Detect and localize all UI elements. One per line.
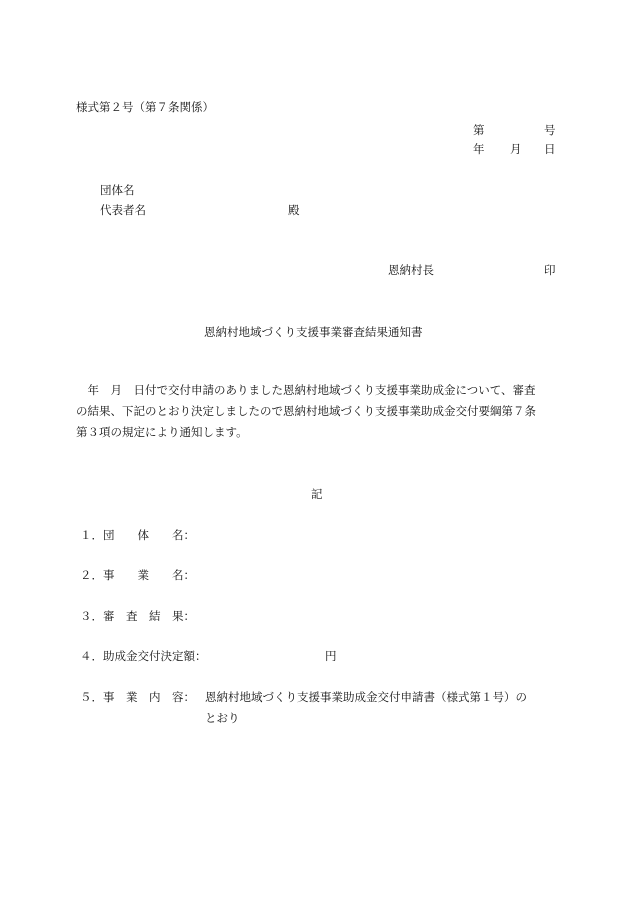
item-label-amount: ４．助成金交付決定額： [80,649,207,663]
recipient-rep-label: 代表者名 [100,203,146,217]
form-label: 様式第２号（第７条関係） [76,100,214,114]
doc-number-suffix: 号 [544,123,556,137]
body-line: の結果、下記のとおり決定しましたので恩納村地域づくり支援事業助成金交付要綱第７条 [76,404,536,418]
date-day: 日 [544,142,556,156]
body-paragraph [76,380,558,443]
item-label-result: ３．審 査 結 果： [80,609,195,623]
date-month: 月 [510,142,522,156]
ki-heading: 記 [311,487,323,501]
date-year: 年 [473,142,485,156]
item-value-content: 恩納村地域づくり支援事業助成金交付申請書（様式第１号）の [205,690,527,704]
item-label-content: ５．事 業 内 容： [80,690,195,704]
item-value-content-line2: とおり [205,711,240,725]
recipient-honorific: 殿 [288,203,300,217]
document-title: 恩納村地域づくり支援事業審査結果通知書 [204,325,423,339]
body-line: 年 月 日付で交付申請のありました恩納村地域づくり支援事業助成金について、審査 [76,383,536,397]
recipient-org-label: 団体名 [100,183,135,197]
sender-seal: 印 [544,263,556,277]
item-label-project: ２．事 業 名： [80,568,195,582]
doc-number-prefix: 第 [473,123,485,137]
item-value-amount-unit: 円 [325,649,337,663]
item-label-organization: １．団 体 名： [80,528,195,542]
sender-name: 恩納村長 [388,263,434,277]
body-line: 第３項の規定により通知します。 [76,425,248,439]
